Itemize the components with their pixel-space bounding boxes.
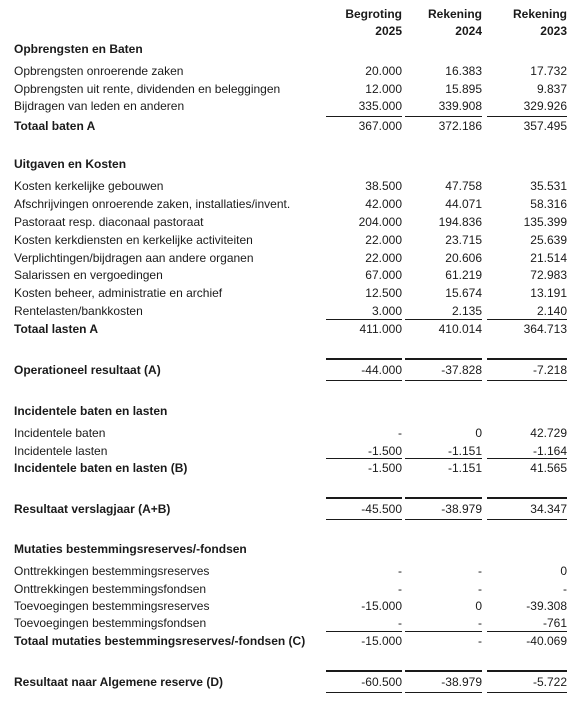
section-heading (0, 540, 585, 558)
section-heading (0, 40, 585, 58)
value-cell: 22.000 (365, 233, 402, 247)
value-cell: -38.979 (441, 675, 482, 689)
result-underline (487, 519, 567, 520)
value-cell: -40.069 (526, 634, 567, 648)
value-cell: - (478, 634, 482, 648)
total-row (0, 117, 585, 135)
value-cell: -39.308 (526, 599, 567, 613)
value-cell: 357.495 (523, 119, 567, 133)
row-label: Opbrengsten uit rente, dividenden en beleggingen (14, 82, 281, 96)
row-label: Incidentele baten en lasten (B) (14, 461, 188, 475)
double-rule (487, 358, 567, 360)
value-cell: 44.071 (445, 197, 482, 211)
row-label: Opbrengsten en Baten (14, 42, 143, 56)
double-rule (405, 670, 482, 672)
value-cell: -1.164 (532, 444, 567, 458)
section-heading (0, 155, 585, 173)
sum-rule (405, 631, 482, 632)
row-label: Bijdragen van leden en anderen (14, 99, 185, 113)
value-cell: 23.715 (445, 233, 482, 247)
row-label: Incidentele lasten (14, 444, 108, 458)
double-rule (405, 358, 482, 360)
value-cell: 25.639 (530, 233, 567, 247)
row-label: Uitgaven en Kosten (14, 157, 127, 171)
value-cell: 67.000 (365, 268, 402, 282)
row-label: Opbrengsten onroerende zaken (14, 64, 184, 78)
sum-rule (405, 319, 482, 320)
value-cell: -44.000 (361, 363, 402, 377)
row-label: Operationeel resultaat (A) (14, 363, 161, 377)
row-label: Verplichtingen/bijdragen aan andere organen (14, 251, 254, 265)
result-underline (405, 692, 482, 693)
row-label: Onttrekkingen bestemmingsreserves (14, 564, 210, 578)
row-label: Incidentele baten (14, 426, 106, 440)
value-cell: 38.500 (365, 179, 402, 193)
table-row (0, 562, 585, 580)
value-cell: - (398, 616, 402, 630)
value-cell: 204.000 (358, 215, 402, 229)
value-cell: - (398, 564, 402, 578)
sum-rule (326, 458, 402, 459)
value-cell: 16.383 (445, 64, 482, 78)
value-cell: 367.000 (358, 119, 402, 133)
value-cell: - (478, 616, 482, 630)
value-cell: 47.758 (445, 179, 482, 193)
section-heading (0, 402, 585, 420)
value-cell: 335.000 (358, 99, 402, 113)
value-cell: 0 (475, 426, 482, 440)
table-row (0, 614, 585, 632)
table-row (0, 231, 585, 249)
value-cell: -1.151 (447, 444, 482, 458)
sum-rule (326, 631, 402, 632)
double-rule (487, 670, 567, 672)
value-cell: 372.186 (438, 119, 482, 133)
value-cell: 35.531 (530, 179, 567, 193)
column-header-line2: 2024 (455, 24, 482, 38)
result-underline (405, 380, 482, 381)
value-cell: 0 (560, 564, 567, 578)
value-cell: - (398, 582, 402, 596)
value-cell: 411.000 (359, 322, 402, 336)
row-label: Totaal mutaties bestemmingsreserves/-fondsen (C) (14, 634, 306, 648)
row-label: Salarissen en vergoedingen (14, 268, 163, 282)
row-label: Mutaties bestemmingsreserves/-fondsen (14, 542, 247, 556)
table-row (0, 177, 585, 195)
value-cell: 12.500 (365, 286, 402, 300)
value-cell: 41.565 (530, 461, 567, 475)
value-cell: -15.000 (361, 599, 402, 613)
row-label: Resultaat naar Algemene reserve (D) (14, 675, 223, 689)
double-rule (326, 497, 402, 499)
value-cell: - (563, 582, 567, 596)
value-cell: -5.722 (532, 675, 567, 689)
table-row (0, 249, 585, 267)
value-cell: 364.713 (523, 322, 567, 336)
value-cell: 42.729 (530, 426, 567, 440)
row-label: Rentelasten/bankkosten (14, 304, 143, 318)
table-row (0, 424, 585, 442)
value-cell: 2.140 (536, 304, 567, 318)
value-cell: 12.000 (365, 82, 402, 96)
total-row (0, 500, 585, 518)
value-cell: 9.837 (536, 82, 567, 96)
value-cell: 20.000 (365, 64, 402, 78)
column-header-line1: Rekening (427, 7, 482, 21)
value-cell: 15.674 (445, 286, 482, 300)
value-cell: -7.218 (532, 363, 567, 377)
value-cell: 58.316 (530, 197, 567, 211)
double-rule (326, 670, 402, 672)
sum-rule (405, 116, 482, 117)
value-cell: 410.014 (438, 322, 482, 336)
value-cell: 194.836 (438, 215, 482, 229)
result-underline (326, 692, 402, 693)
value-cell: -1.500 (367, 461, 402, 475)
table-row (0, 195, 585, 213)
value-cell: -60.500 (361, 675, 402, 689)
value-cell: 15.895 (445, 82, 482, 96)
row-label: Toevoegingen bestemmingsfondsen (14, 616, 207, 630)
value-cell: 72.983 (530, 268, 567, 282)
value-cell: -1.500 (367, 444, 402, 458)
total-row (0, 459, 585, 477)
result-underline (405, 519, 482, 520)
row-label: Onttrekkingen bestemmingsfondsen (14, 582, 207, 596)
sum-rule (326, 319, 402, 320)
value-cell: 135.399 (523, 215, 567, 229)
column-header-line1: Begroting (345, 7, 402, 21)
value-cell: 34.347 (530, 502, 567, 516)
value-cell: - (478, 582, 482, 596)
total-row (0, 320, 585, 338)
total-row (0, 361, 585, 379)
column-header-line1: Rekening (512, 7, 567, 21)
value-cell: 21.514 (530, 251, 567, 265)
sum-rule (487, 458, 567, 459)
value-cell: -15.000 (361, 634, 402, 648)
result-underline (487, 380, 567, 381)
value-cell: -45.500 (361, 502, 402, 516)
table-row (0, 302, 585, 320)
result-underline (326, 519, 402, 520)
row-label: Kosten kerkdiensten en kerkelijke activiteiten (14, 233, 253, 247)
sum-rule (487, 319, 567, 320)
double-rule (487, 497, 567, 499)
table-row (0, 597, 585, 615)
table-row (0, 266, 585, 284)
row-label: Kosten kerkelijke gebouwen (14, 179, 164, 193)
row-label: Toevoegingen bestemmingsreserves (14, 599, 210, 613)
value-cell: 20.606 (445, 251, 482, 265)
value-cell: 3.000 (371, 304, 402, 318)
value-cell: -1.151 (447, 461, 482, 475)
sum-rule (487, 631, 567, 632)
table-row (0, 213, 585, 231)
table-row (0, 284, 585, 302)
row-label: Totaal baten A (14, 119, 96, 133)
value-cell: 42.000 (365, 197, 402, 211)
value-cell: 339.908 (438, 99, 482, 113)
row-label: Pastoraat resp. diaconaal pastoraat (14, 215, 204, 229)
table-row (0, 62, 585, 80)
table-row (0, 80, 585, 98)
total-row (0, 673, 585, 691)
value-cell: 0 (475, 599, 482, 613)
column-header-line2: 2025 (375, 24, 402, 38)
value-cell: -38.979 (441, 502, 482, 516)
result-underline (487, 692, 567, 693)
value-cell: 22.000 (365, 251, 402, 265)
column-header-line2: 2023 (540, 24, 567, 38)
table-row (0, 580, 585, 598)
row-label: Resultaat verslagjaar (A+B) (14, 502, 171, 516)
row-label: Afschrijvingen onroerende zaken, installaties/invent. (14, 197, 291, 211)
value-cell: 329.926 (523, 99, 567, 113)
value-cell: 61.219 (445, 268, 482, 282)
value-cell: 17.732 (530, 64, 567, 78)
value-cell: -37.828 (441, 363, 482, 377)
row-label: Totaal lasten A (14, 322, 99, 336)
total-row (0, 632, 585, 650)
result-underline (326, 380, 402, 381)
sum-rule (405, 458, 482, 459)
value-cell: - (478, 564, 482, 578)
row-label: Kosten beheer, administratie en archief (14, 286, 223, 300)
value-cell: 13.191 (530, 286, 567, 300)
sum-rule (326, 116, 402, 117)
value-cell: - (398, 426, 402, 440)
table-row (0, 97, 585, 115)
row-label: Incidentele baten en lasten (14, 404, 168, 418)
double-rule (326, 358, 402, 360)
value-cell: 2.135 (451, 304, 482, 318)
double-rule (405, 497, 482, 499)
sum-rule (487, 116, 567, 117)
value-cell: -761 (542, 616, 567, 630)
